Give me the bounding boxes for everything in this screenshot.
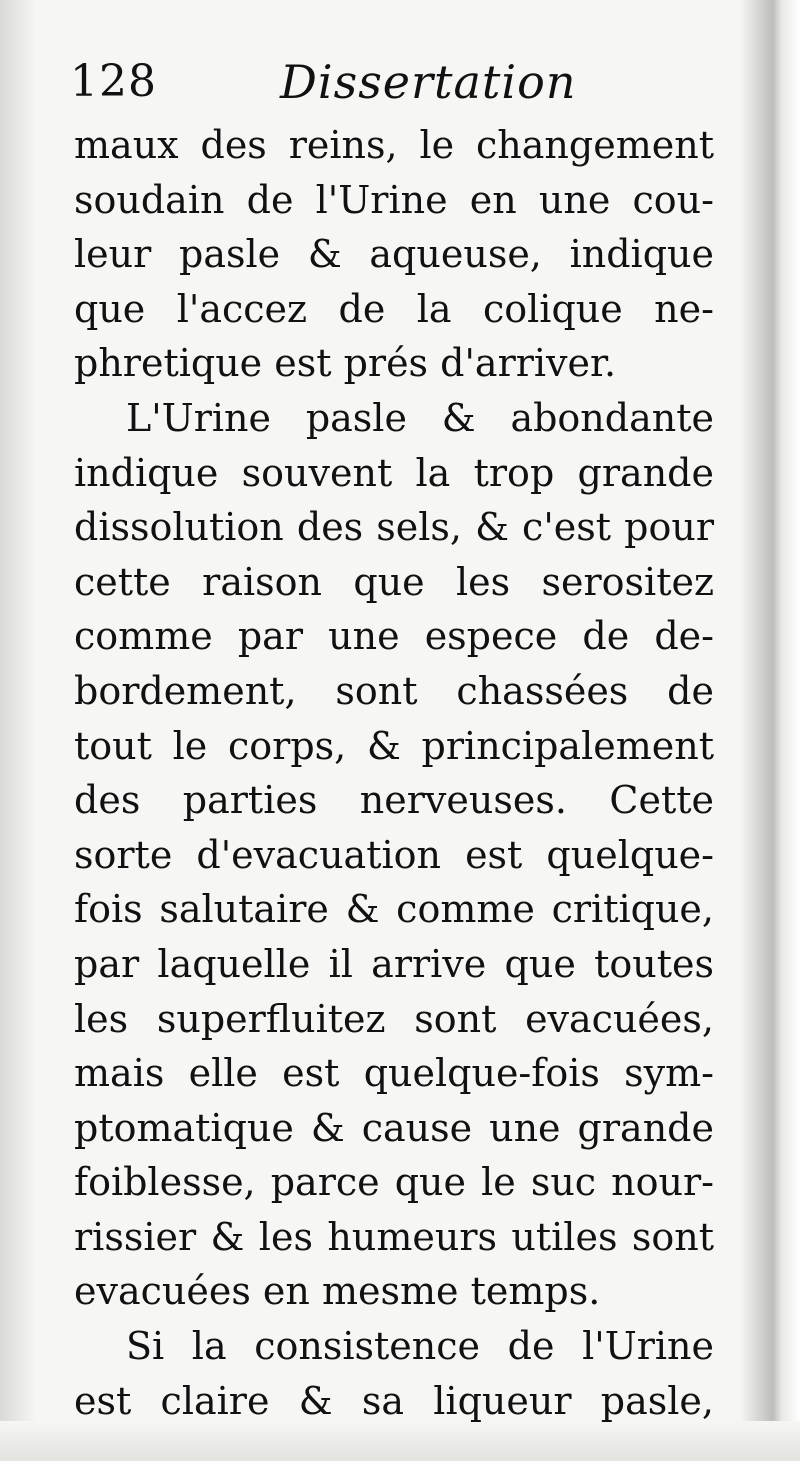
text-line: des parties nerveuses. Cette xyxy=(74,778,714,823)
text-line: L'Urine pasle & abondante xyxy=(126,395,714,440)
text-line: soudain de l'Urine en une cou- xyxy=(74,177,714,222)
text-line: est claire & sa liqueur pasle, xyxy=(74,1378,714,1423)
text-line: evacuées en mesme temps. xyxy=(74,1269,601,1314)
text-line: mais elle est quelque-fois sym- xyxy=(74,1051,714,1096)
text-line: dissolution des sels, & c'est pour xyxy=(74,505,714,550)
text-line: leur pasle & aqueuse, indique xyxy=(74,232,714,277)
text-line: comme par une espece de de- xyxy=(74,614,714,659)
text-line: fois salutaire & comme critique, xyxy=(74,887,714,932)
page-right-edge xyxy=(740,0,800,1461)
text-line: ptomatique & cause une grande xyxy=(74,1105,714,1150)
page-left-shadow xyxy=(0,0,36,1461)
text-line: cette raison que les serositez xyxy=(74,559,714,604)
text-line: Si la consistence de l'Urine xyxy=(126,1324,714,1369)
text-line: indique souvent la trop grande xyxy=(74,450,714,495)
text-line: tout le corps, & principalement xyxy=(74,723,714,768)
text-line: par laquelle il arrive que toutes xyxy=(74,941,714,986)
text-line: les superfluitez sont evacuées, xyxy=(74,996,714,1041)
running-title: Dissertation xyxy=(280,55,577,109)
page-number: 128 xyxy=(70,56,157,107)
page-header xyxy=(70,52,710,112)
text-line: foiblesse, parce que le suc nour- xyxy=(74,1160,714,1205)
text-line: bordement, sont chassées de xyxy=(74,668,714,713)
text-line: sorte d'evacuation est quelque- xyxy=(74,832,714,877)
text-line: que l'accez de la colique ne- xyxy=(74,286,714,331)
body-text xyxy=(74,118,714,1428)
text-line: rissier & les humeurs utiles sont xyxy=(74,1214,714,1259)
text-line: phretique est prés d'arriver. xyxy=(74,341,617,386)
text-line: maux des reins, le changement xyxy=(74,123,714,167)
